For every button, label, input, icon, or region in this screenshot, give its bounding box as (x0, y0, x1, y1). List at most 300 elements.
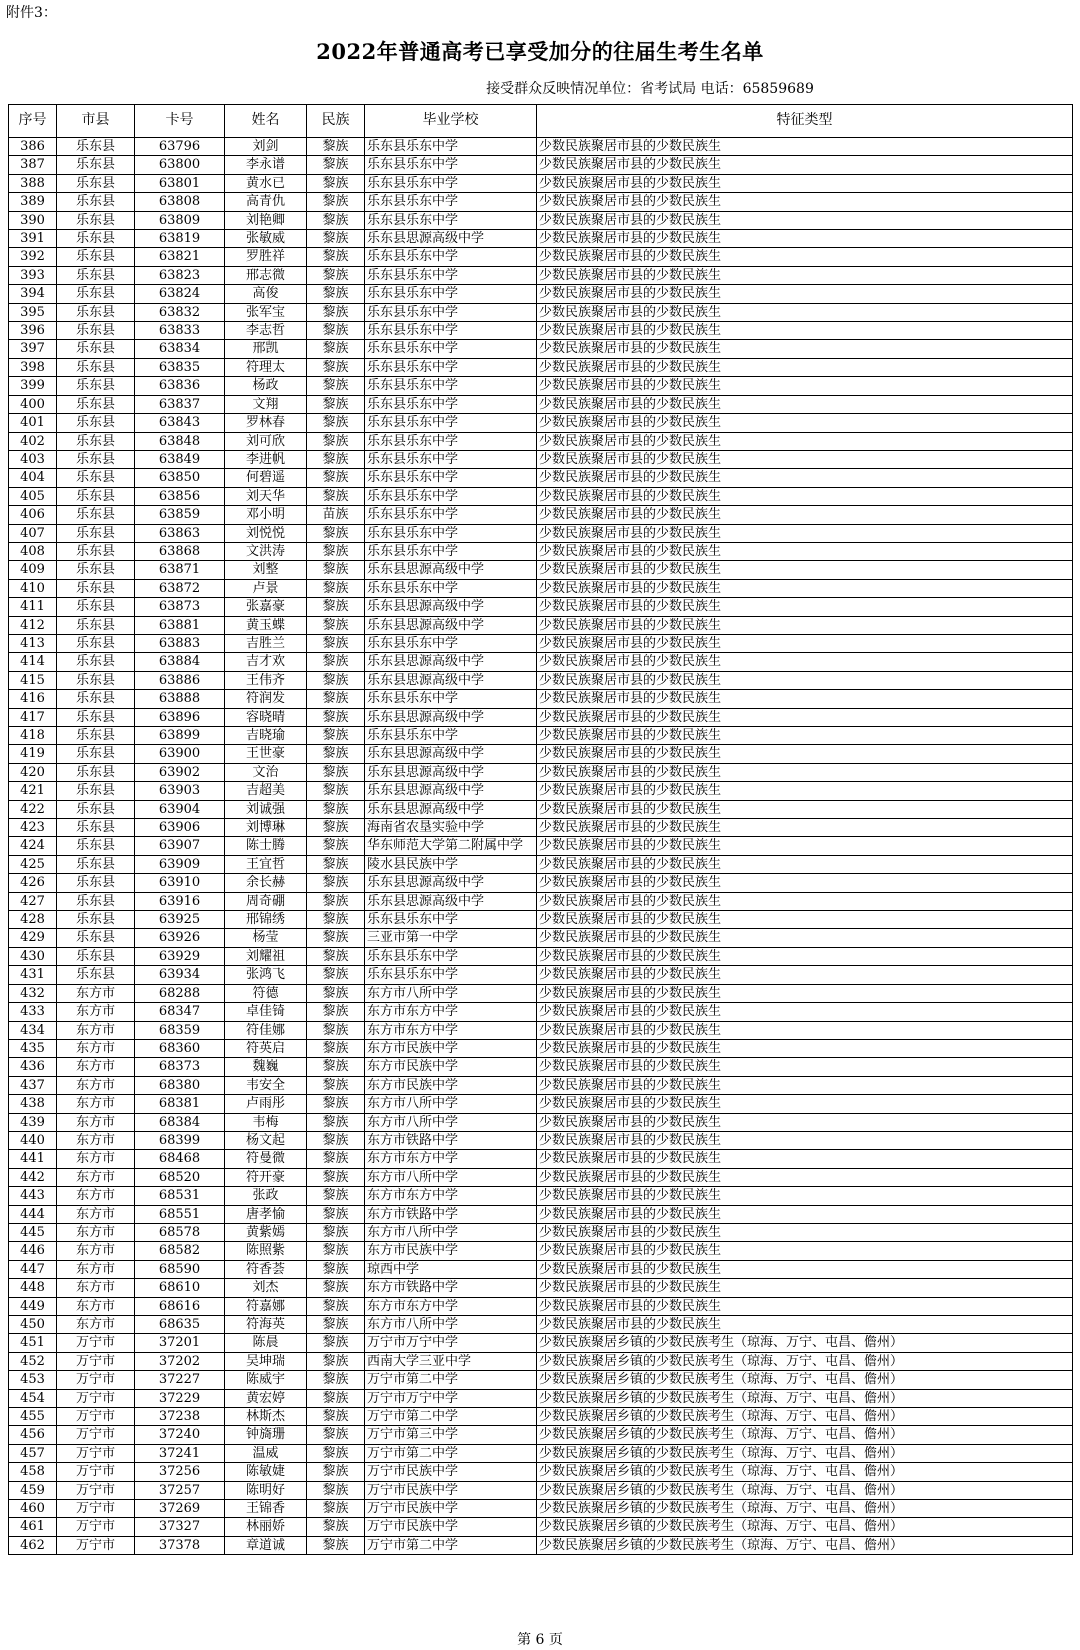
cell-index: 404 (9, 469, 57, 487)
cell-card-number: 63837 (135, 395, 225, 413)
cell-index: 425 (9, 855, 57, 873)
cell-ethnicity: 黎族 (307, 542, 365, 560)
cell-school: 乐东县乐东中学 (365, 579, 537, 597)
cell-index: 407 (9, 524, 57, 542)
header-name: 姓名 (225, 105, 307, 138)
table-body (9, 138, 1073, 1555)
cell-category: 少数民族聚居市县的少数民族生 (537, 708, 1073, 726)
cell-category: 少数民族聚居市县的少数民族生 (537, 1003, 1073, 1021)
cell-name: 符英启 (225, 1039, 307, 1057)
cell-index: 390 (9, 211, 57, 229)
cell-card-number: 63916 (135, 892, 225, 910)
cell-county: 乐东县 (57, 193, 135, 211)
cell-category: 少数民族聚居乡镇的少数民族考生（琼海、万宁、屯昌、儋州） (537, 1371, 1073, 1389)
cell-category: 少数民族聚居乡镇的少数民族考生（琼海、万宁、屯昌、儋州） (537, 1536, 1073, 1554)
cell-name: 高俊 (225, 285, 307, 303)
cell-school: 万宁市民族中学 (365, 1481, 537, 1499)
cell-name: 卢雨彤 (225, 1095, 307, 1113)
cell-ethnicity: 黎族 (307, 579, 365, 597)
cell-card-number: 68610 (135, 1279, 225, 1297)
cell-name: 李永谱 (225, 156, 307, 174)
cell-card-number: 63906 (135, 819, 225, 837)
table-row (9, 782, 1073, 800)
cell-ethnicity: 黎族 (307, 450, 365, 468)
cell-ethnicity: 黎族 (307, 984, 365, 1002)
cell-county: 乐东县 (57, 763, 135, 781)
cell-card-number: 63929 (135, 947, 225, 965)
cell-county: 乐东县 (57, 598, 135, 616)
cell-county: 万宁市 (57, 1426, 135, 1444)
cell-name: 黄紫嫣 (225, 1223, 307, 1241)
table-row (9, 1279, 1073, 1297)
table-row (9, 1426, 1073, 1444)
cell-ethnicity: 黎族 (307, 395, 365, 413)
cell-county: 东方市 (57, 1242, 135, 1260)
cell-ethnicity: 黎族 (307, 634, 365, 652)
cell-school: 东方市铁路中学 (365, 1205, 537, 1223)
cell-name: 罗林春 (225, 414, 307, 432)
table-row (9, 892, 1073, 910)
cell-name: 刘整 (225, 561, 307, 579)
cell-name: 邢锦绣 (225, 911, 307, 929)
table-row (9, 1536, 1073, 1554)
cell-school: 万宁市民族中学 (365, 1463, 537, 1481)
cell-school: 乐东县乐东中学 (365, 156, 537, 174)
table-row (9, 432, 1073, 450)
cell-card-number: 63904 (135, 800, 225, 818)
cell-ethnicity: 黎族 (307, 1187, 365, 1205)
cell-card-number: 63903 (135, 782, 225, 800)
cell-school: 乐东县乐东中学 (365, 524, 537, 542)
cell-index: 458 (9, 1463, 57, 1481)
cell-index: 449 (9, 1297, 57, 1315)
cell-county: 乐东县 (57, 414, 135, 432)
cell-school: 乐东县思源高级中学 (365, 230, 537, 248)
cell-name: 黄玉蝶 (225, 616, 307, 634)
cell-card-number: 63868 (135, 542, 225, 560)
table-row (9, 211, 1073, 229)
cell-name: 符曼微 (225, 1150, 307, 1168)
cell-category: 少数民族聚居市县的少数民族生 (537, 230, 1073, 248)
cell-index: 398 (9, 358, 57, 376)
cell-index: 459 (9, 1481, 57, 1499)
cell-school: 乐东县乐东中学 (365, 193, 537, 211)
cell-category: 少数民族聚居市县的少数民族生 (537, 745, 1073, 763)
cell-ethnicity: 黎族 (307, 1003, 365, 1021)
cell-county: 乐东县 (57, 616, 135, 634)
cell-ethnicity: 黎族 (307, 414, 365, 432)
cell-card-number: 63910 (135, 874, 225, 892)
cell-school: 乐东县乐东中学 (365, 506, 537, 524)
cell-name: 陈士腾 (225, 837, 307, 855)
cell-category: 少数民族聚居乡镇的少数民族考生（琼海、万宁、屯昌、儋州） (537, 1518, 1073, 1536)
cell-index: 453 (9, 1371, 57, 1389)
cell-ethnicity: 黎族 (307, 266, 365, 284)
cell-index: 426 (9, 874, 57, 892)
table-row (9, 1039, 1073, 1057)
cell-index: 414 (9, 653, 57, 671)
table-row (9, 855, 1073, 873)
cell-name: 刘博琳 (225, 819, 307, 837)
cell-name: 刘悦悦 (225, 524, 307, 542)
table-row (9, 174, 1073, 192)
cell-school: 东方市铁路中学 (365, 1131, 537, 1149)
cell-category: 少数民族聚居市县的少数民族生 (537, 690, 1073, 708)
cell-category: 少数民族聚居市县的少数民族生 (537, 358, 1073, 376)
cell-ethnicity: 黎族 (307, 524, 365, 542)
cell-index: 388 (9, 174, 57, 192)
cell-ethnicity: 黎族 (307, 1334, 365, 1352)
table-row (9, 690, 1073, 708)
cell-county: 万宁市 (57, 1444, 135, 1462)
cell-index: 395 (9, 303, 57, 321)
cell-ethnicity: 黎族 (307, 763, 365, 781)
cell-index: 435 (9, 1039, 57, 1057)
cell-name: 符理太 (225, 358, 307, 376)
cell-school: 乐东县乐东中学 (365, 542, 537, 560)
cell-school: 东方市八所中学 (365, 1223, 537, 1241)
table-row (9, 266, 1073, 284)
cell-category: 少数民族聚居市县的少数民族生 (537, 819, 1073, 837)
cell-category: 少数民族聚居市县的少数民族生 (537, 469, 1073, 487)
cell-ethnicity: 黎族 (307, 230, 365, 248)
cell-county: 乐东县 (57, 966, 135, 984)
table-row (9, 1131, 1073, 1149)
cell-name: 刘耀祖 (225, 947, 307, 965)
cell-school: 乐东县思源高级中学 (365, 671, 537, 689)
table-row (9, 911, 1073, 929)
table-row (9, 1205, 1073, 1223)
cell-county: 东方市 (57, 1205, 135, 1223)
header-index: 序号 (9, 105, 57, 138)
cell-ethnicity: 黎族 (307, 248, 365, 266)
cell-school: 乐东县乐东中学 (365, 248, 537, 266)
cell-card-number: 68635 (135, 1316, 225, 1334)
table-row (9, 450, 1073, 468)
cell-index: 411 (9, 598, 57, 616)
cell-county: 乐东县 (57, 266, 135, 284)
cell-school: 万宁市万宁中学 (365, 1334, 537, 1352)
cell-school: 华东师范大学第二附属中学 (365, 837, 537, 855)
cell-ethnicity: 黎族 (307, 745, 365, 763)
cell-card-number: 63808 (135, 193, 225, 211)
cell-index: 412 (9, 616, 57, 634)
cell-card-number: 63873 (135, 598, 225, 616)
cell-ethnicity: 黎族 (307, 653, 365, 671)
cell-county: 乐东县 (57, 708, 135, 726)
cell-county: 东方市 (57, 1058, 135, 1076)
cell-name: 杨莹 (225, 929, 307, 947)
cell-ethnicity: 黎族 (307, 947, 365, 965)
cell-card-number: 68360 (135, 1039, 225, 1057)
cell-name: 文翔 (225, 395, 307, 413)
table-row (9, 745, 1073, 763)
cell-index: 405 (9, 487, 57, 505)
table-header-row (9, 105, 1073, 138)
cell-school: 东方市八所中学 (365, 1113, 537, 1131)
cell-index: 445 (9, 1223, 57, 1241)
cell-name: 李志哲 (225, 322, 307, 340)
cell-category: 少数民族聚居市县的少数民族生 (537, 892, 1073, 910)
cell-index: 438 (9, 1095, 57, 1113)
table-row (9, 708, 1073, 726)
cell-name: 黄宏婷 (225, 1389, 307, 1407)
table-row (9, 1187, 1073, 1205)
cell-card-number: 63934 (135, 966, 225, 984)
cell-card-number: 63900 (135, 745, 225, 763)
cell-card-number: 37327 (135, 1518, 225, 1536)
cell-name: 王宜哲 (225, 855, 307, 873)
cell-name: 林丽娇 (225, 1518, 307, 1536)
cell-category: 少数民族聚居市县的少数民族生 (537, 414, 1073, 432)
header-category: 特征类型 (537, 105, 1073, 138)
cell-county: 万宁市 (57, 1463, 135, 1481)
cell-county: 东方市 (57, 1039, 135, 1057)
cell-index: 429 (9, 929, 57, 947)
cell-index: 393 (9, 266, 57, 284)
table-row (9, 1150, 1073, 1168)
cell-county: 乐东县 (57, 892, 135, 910)
cell-school: 乐东县乐东中学 (365, 266, 537, 284)
header-county: 市县 (57, 105, 135, 138)
cell-ethnicity: 黎族 (307, 358, 365, 376)
cell-name: 杨文起 (225, 1131, 307, 1149)
cell-card-number: 63909 (135, 855, 225, 873)
cell-index: 400 (9, 395, 57, 413)
cell-school: 乐东县乐东中学 (365, 911, 537, 929)
cell-ethnicity: 黎族 (307, 911, 365, 929)
cell-card-number: 63848 (135, 432, 225, 450)
cell-county: 万宁市 (57, 1481, 135, 1499)
cell-index: 409 (9, 561, 57, 579)
cell-school: 万宁市第二中学 (365, 1371, 537, 1389)
cell-ethnicity: 黎族 (307, 1168, 365, 1186)
annex-label: 附件3： (6, 5, 57, 21)
cell-county: 东方市 (57, 1131, 135, 1149)
cell-ethnicity: 黎族 (307, 193, 365, 211)
cell-index: 406 (9, 506, 57, 524)
cell-school: 万宁市民族中学 (365, 1518, 537, 1536)
cell-name: 陈敏婕 (225, 1463, 307, 1481)
cell-name: 邓小明 (225, 506, 307, 524)
cell-school: 东方市民族中学 (365, 1058, 537, 1076)
cell-school: 东方市民族中学 (365, 1039, 537, 1057)
cell-school: 乐东县乐东中学 (365, 469, 537, 487)
cell-category: 少数民族聚居市县的少数民族生 (537, 782, 1073, 800)
cell-category: 少数民族聚居乡镇的少数民族考生（琼海、万宁、屯昌、儋州） (537, 1426, 1073, 1444)
cell-school: 乐东县乐东中学 (365, 303, 537, 321)
cell-category: 少数民族聚居市县的少数民族生 (537, 432, 1073, 450)
cell-ethnicity: 黎族 (307, 929, 365, 947)
cell-card-number: 63850 (135, 469, 225, 487)
cell-school: 东方市铁路中学 (365, 1279, 537, 1297)
table-row (9, 671, 1073, 689)
cell-index: 460 (9, 1500, 57, 1518)
cell-card-number: 63926 (135, 929, 225, 947)
cell-school: 琼西中学 (365, 1260, 537, 1278)
cell-ethnicity: 黎族 (307, 432, 365, 450)
cell-card-number: 63899 (135, 727, 225, 745)
cell-name: 符开豪 (225, 1168, 307, 1186)
cell-county: 乐东县 (57, 138, 135, 156)
cell-category: 少数民族聚居市县的少数民族生 (537, 395, 1073, 413)
cell-ethnicity: 黎族 (307, 1223, 365, 1241)
cell-index: 446 (9, 1242, 57, 1260)
table-row (9, 156, 1073, 174)
cell-county: 乐东县 (57, 579, 135, 597)
cell-index: 443 (9, 1187, 57, 1205)
table-row (9, 193, 1073, 211)
cell-county: 万宁市 (57, 1500, 135, 1518)
cell-school: 东方市八所中学 (365, 1316, 537, 1334)
cell-card-number: 37256 (135, 1463, 225, 1481)
cell-index: 420 (9, 763, 57, 781)
table-row (9, 285, 1073, 303)
cell-school: 万宁市万宁中学 (365, 1389, 537, 1407)
table-row (9, 1058, 1073, 1076)
cell-category: 少数民族聚居市县的少数民族生 (537, 322, 1073, 340)
cell-ethnicity: 黎族 (307, 800, 365, 818)
contact-info: 接受群众反映情况单位：省考试局 电话：65859689 (486, 81, 814, 97)
cell-school: 乐东县乐东中学 (365, 340, 537, 358)
cell-ethnicity: 黎族 (307, 377, 365, 395)
cell-name: 高青仇 (225, 193, 307, 211)
cell-county: 乐东县 (57, 303, 135, 321)
cell-school: 乐东县乐东中学 (365, 138, 537, 156)
cell-card-number: 37269 (135, 1500, 225, 1518)
cell-category: 少数民族聚居市县的少数民族生 (537, 1260, 1073, 1278)
cell-name: 魏巍 (225, 1058, 307, 1076)
cell-name: 符海英 (225, 1316, 307, 1334)
cell-ethnicity: 黎族 (307, 340, 365, 358)
cell-name: 吉胜兰 (225, 634, 307, 652)
table-container (8, 104, 1072, 1555)
cell-county: 乐东县 (57, 285, 135, 303)
cell-county: 乐东县 (57, 524, 135, 542)
table-row (9, 322, 1073, 340)
cell-name: 容晓晴 (225, 708, 307, 726)
cell-card-number: 68531 (135, 1187, 225, 1205)
cell-category: 少数民族聚居市县的少数民族生 (537, 377, 1073, 395)
cell-card-number: 68373 (135, 1058, 225, 1076)
cell-card-number: 63896 (135, 708, 225, 726)
cell-name: 周奇硼 (225, 892, 307, 910)
cell-ethnicity: 黎族 (307, 1500, 365, 1518)
table-row (9, 984, 1073, 1002)
cell-card-number: 37201 (135, 1334, 225, 1352)
cell-card-number: 63863 (135, 524, 225, 542)
cell-category: 少数民族聚居市县的少数民族生 (537, 211, 1073, 229)
cell-ethnicity: 黎族 (307, 1260, 365, 1278)
cell-index: 428 (9, 911, 57, 929)
table-row (9, 1113, 1073, 1131)
cell-county: 东方市 (57, 1168, 135, 1186)
cell-name: 邢志微 (225, 266, 307, 284)
cell-card-number: 37229 (135, 1389, 225, 1407)
cell-index: 454 (9, 1389, 57, 1407)
cell-ethnicity: 黎族 (307, 1150, 365, 1168)
cell-county: 乐东县 (57, 671, 135, 689)
cell-school: 乐东县乐东中学 (365, 966, 537, 984)
cell-ethnicity: 黎族 (307, 1481, 365, 1499)
cell-school: 万宁市第二中学 (365, 1408, 537, 1426)
cell-category: 少数民族聚居市县的少数民族生 (537, 303, 1073, 321)
cell-category: 少数民族聚居市县的少数民族生 (537, 561, 1073, 579)
cell-card-number: 68520 (135, 1168, 225, 1186)
cell-category: 少数民族聚居市县的少数民族生 (537, 506, 1073, 524)
cell-ethnicity: 黎族 (307, 1463, 365, 1481)
cell-ethnicity: 黎族 (307, 1389, 365, 1407)
cell-category: 少数民族聚居市县的少数民族生 (537, 487, 1073, 505)
cell-card-number: 63801 (135, 174, 225, 192)
cell-category: 少数民族聚居市县的少数民族生 (537, 634, 1073, 652)
cell-category: 少数民族聚居市县的少数民族生 (537, 1242, 1073, 1260)
cell-school: 西南大学三亚中学 (365, 1352, 537, 1370)
cell-category: 少数民族聚居市县的少数民族生 (537, 855, 1073, 873)
cell-index: 386 (9, 138, 57, 156)
table-row (9, 1021, 1073, 1039)
cell-card-number: 63819 (135, 230, 225, 248)
cell-category: 少数民族聚居市县的少数民族生 (537, 340, 1073, 358)
cell-school: 乐东县乐东中学 (365, 174, 537, 192)
cell-school: 东方市东方中学 (365, 1187, 537, 1205)
cell-ethnicity: 黎族 (307, 138, 365, 156)
cell-school: 乐东县思源高级中学 (365, 598, 537, 616)
cell-school: 乐东县乐东中学 (365, 487, 537, 505)
cell-ethnicity: 黎族 (307, 487, 365, 505)
cell-name: 王伟齐 (225, 671, 307, 689)
cell-school: 乐东县乐东中学 (365, 322, 537, 340)
cell-card-number: 63835 (135, 358, 225, 376)
cell-card-number: 63834 (135, 340, 225, 358)
cell-school: 乐东县思源高级中学 (365, 874, 537, 892)
cell-card-number: 63856 (135, 487, 225, 505)
cell-school: 东方市民族中学 (365, 1242, 537, 1260)
cell-ethnicity: 黎族 (307, 874, 365, 892)
cell-category: 少数民族聚居市县的少数民族生 (537, 1168, 1073, 1186)
table-row (9, 358, 1073, 376)
table-row (9, 616, 1073, 634)
cell-category: 少数民族聚居市县的少数民族生 (537, 763, 1073, 781)
table-row (9, 1223, 1073, 1241)
cell-index: 417 (9, 708, 57, 726)
cell-county: 乐东县 (57, 690, 135, 708)
cell-name: 张政 (225, 1187, 307, 1205)
cell-category: 少数民族聚居乡镇的少数民族考生（琼海、万宁、屯昌、儋州） (537, 1352, 1073, 1370)
cell-county: 乐东县 (57, 156, 135, 174)
cell-category: 少数民族聚居市县的少数民族生 (537, 1131, 1073, 1149)
cell-name: 张嘉豪 (225, 598, 307, 616)
cell-card-number: 63849 (135, 450, 225, 468)
cell-category: 少数民族聚居乡镇的少数民族考生（琼海、万宁、屯昌、儋州） (537, 1481, 1073, 1499)
cell-card-number: 37378 (135, 1536, 225, 1554)
cell-category: 少数民族聚居市县的少数民族生 (537, 1279, 1073, 1297)
cell-county: 乐东县 (57, 782, 135, 800)
cell-school: 乐东县思源高级中学 (365, 763, 537, 781)
table-row (9, 561, 1073, 579)
cell-county: 东方市 (57, 1021, 135, 1039)
cell-card-number: 63824 (135, 285, 225, 303)
cell-county: 东方市 (57, 1095, 135, 1113)
table-row (9, 1500, 1073, 1518)
cell-name: 唐孝愉 (225, 1205, 307, 1223)
cell-category: 少数民族聚居乡镇的少数民族考生（琼海、万宁、屯昌、儋州） (537, 1389, 1073, 1407)
cell-category: 少数民族聚居市县的少数民族生 (537, 653, 1073, 671)
cell-school: 乐东县乐东中学 (365, 358, 537, 376)
cell-index: 436 (9, 1058, 57, 1076)
cell-county: 乐东县 (57, 248, 135, 266)
cell-card-number: 63859 (135, 506, 225, 524)
